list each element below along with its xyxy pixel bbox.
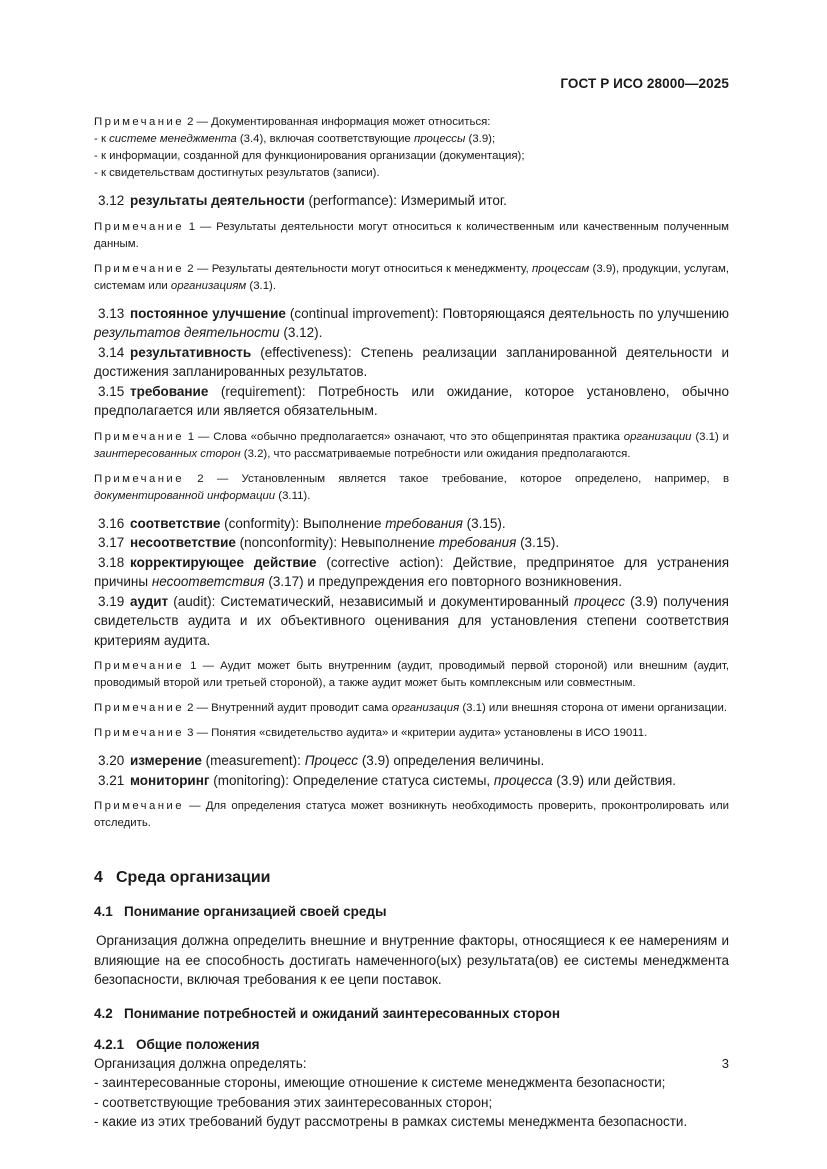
list-item: - к информации, созданной для функционирования организации (документация); [94, 150, 525, 162]
note-3-12-1: Примечание 1 — Результаты деятельности могут относиться к количественным или качественным полученным данным. [94, 220, 729, 250]
note-3-19-1: Примечание 1 — Аудит может быть внутренним (аудит, проводимый первой стороной) или внешним (аудит, проводимый второй или третьей стороной), а также аудит может быть комплексным или совместным. [94, 660, 729, 689]
term-3-20: 3.20 измерение (measurement): Процесс (3.9) определения величины. [98, 753, 545, 768]
section-4-1-heading: 4.1 Понимание организацией своей среды [94, 904, 387, 919]
list-item: - какие из этих требований будут рассмотрены в рамках системы менеджмента безопасности. [94, 1114, 688, 1129]
note-3-19-3: Примечание 3 — Понятия «свидетельство аудита» и «критерии аудита» установлены в ИСО 19011. [94, 727, 648, 739]
note-3-21: Примечание — Для определения статуса может возникнуть необходимость проверить, проконтролировать или отследить. [94, 800, 730, 829]
section-4-heading: 4 Среда организации [94, 869, 271, 886]
term-3-17: 3.17 несоответствие (nonconformity): Невыполнение требования (3.15). [98, 535, 560, 550]
section-4-2-1-intro: Организация должна определять: [94, 1055, 307, 1071]
note-2-documented-info: Примечание 2 — Документированная информация может относиться: [94, 116, 491, 128]
list-item: - к системе менеджмента (3.4), включая соответствующие процессы (3.9); [94, 133, 496, 145]
term-3-19: 3.19 аудит (audit): Систематический, независимый и документированный процесс (3.9) получения свидетельств аудита и их объективного оценивания для установления степени соответствия критериям аудита. [94, 593, 729, 648]
list-item: - к свидетельствам достигнутых результатов (записи). [94, 167, 380, 179]
page-number: 3 [721, 1056, 729, 1071]
document-header-id: ГОСТ Р ИСО 28000—2025 [560, 76, 729, 91]
list-item: - заинтересованные стороны, имеющие отношение к системе менеджмента безопасности; [94, 1075, 666, 1090]
note-3-12-2: Примечание 2 — Результаты деятельности могут относиться к менеджменту, процессам (3.9), продукции, услугам, системам или организациям (3.1). [94, 262, 729, 292]
document-body [94, 114, 729, 1132]
section-4-2-1-heading: 4.2.1 Общие положения [94, 1036, 260, 1052]
term-3-12: 3.12 результаты деятельности (performance): Измеримый итог. [98, 193, 507, 208]
section-4-2-heading: 4.2 Понимание потребностей и ожиданий заинтересованных сторон [94, 1005, 560, 1021]
note-3-15-1: Примечание 1 — Слова «обычно предполагается» означают, что это общепринятая практика организации (3.1) и заинтересованных сторон (3.2), что рассматриваемые потребности или ожидания предполагаются. [94, 430, 730, 460]
note-3-19-2: Примечание 2 — Внутренний аудит проводит сама организация (3.1) или внешняя сторона от имени организации. [94, 702, 727, 714]
term-3-14: 3.14 результативность (effectiveness): Степень реализации запланированной деятельности и достижения запланированных результатов. [94, 344, 729, 379]
note-label: Примечание [94, 116, 184, 128]
term-3-13: 3.13 постоянное улучшение (continual improvement): Повторяющаяся деятельность по улучшению результатов деятельности (3.12). [94, 305, 729, 340]
term-3-18: 3.18 корректирующее действие (corrective action): Действие, предпринятое для устранения причины несоответствия (3.17) и предупреждения его повторного возникновения. [94, 554, 730, 589]
term-3-21: 3.21 мониторинг (monitoring): Определение статуса системы, процесса (3.9) или действия. [98, 772, 677, 788]
section-4-1-body: Организация должна определить внешние и внутренние факторы, относящиеся к ее намерениям и влияющие на ее способность достигать намеченного(ых) результата(ов) ее системы менеджмента безопасности, включая требования к ее цепи поставок. [94, 933, 729, 987]
term-3-16: 3.16 соответствие (conformity): Выполнение требования (3.15). [98, 515, 506, 531]
list-item: - соответствующие требования этих заинтересованных сторон; [94, 1094, 493, 1110]
term-3-15: 3.15 требование (requirement): Потребность или ожидание, которое установлено, обычно предполагается или является обязательным. [94, 383, 729, 418]
note-3-15-2: Примечание 2 — Установленным является такое требование, которое определено, например, в документированной информации (3.11). [94, 472, 730, 502]
